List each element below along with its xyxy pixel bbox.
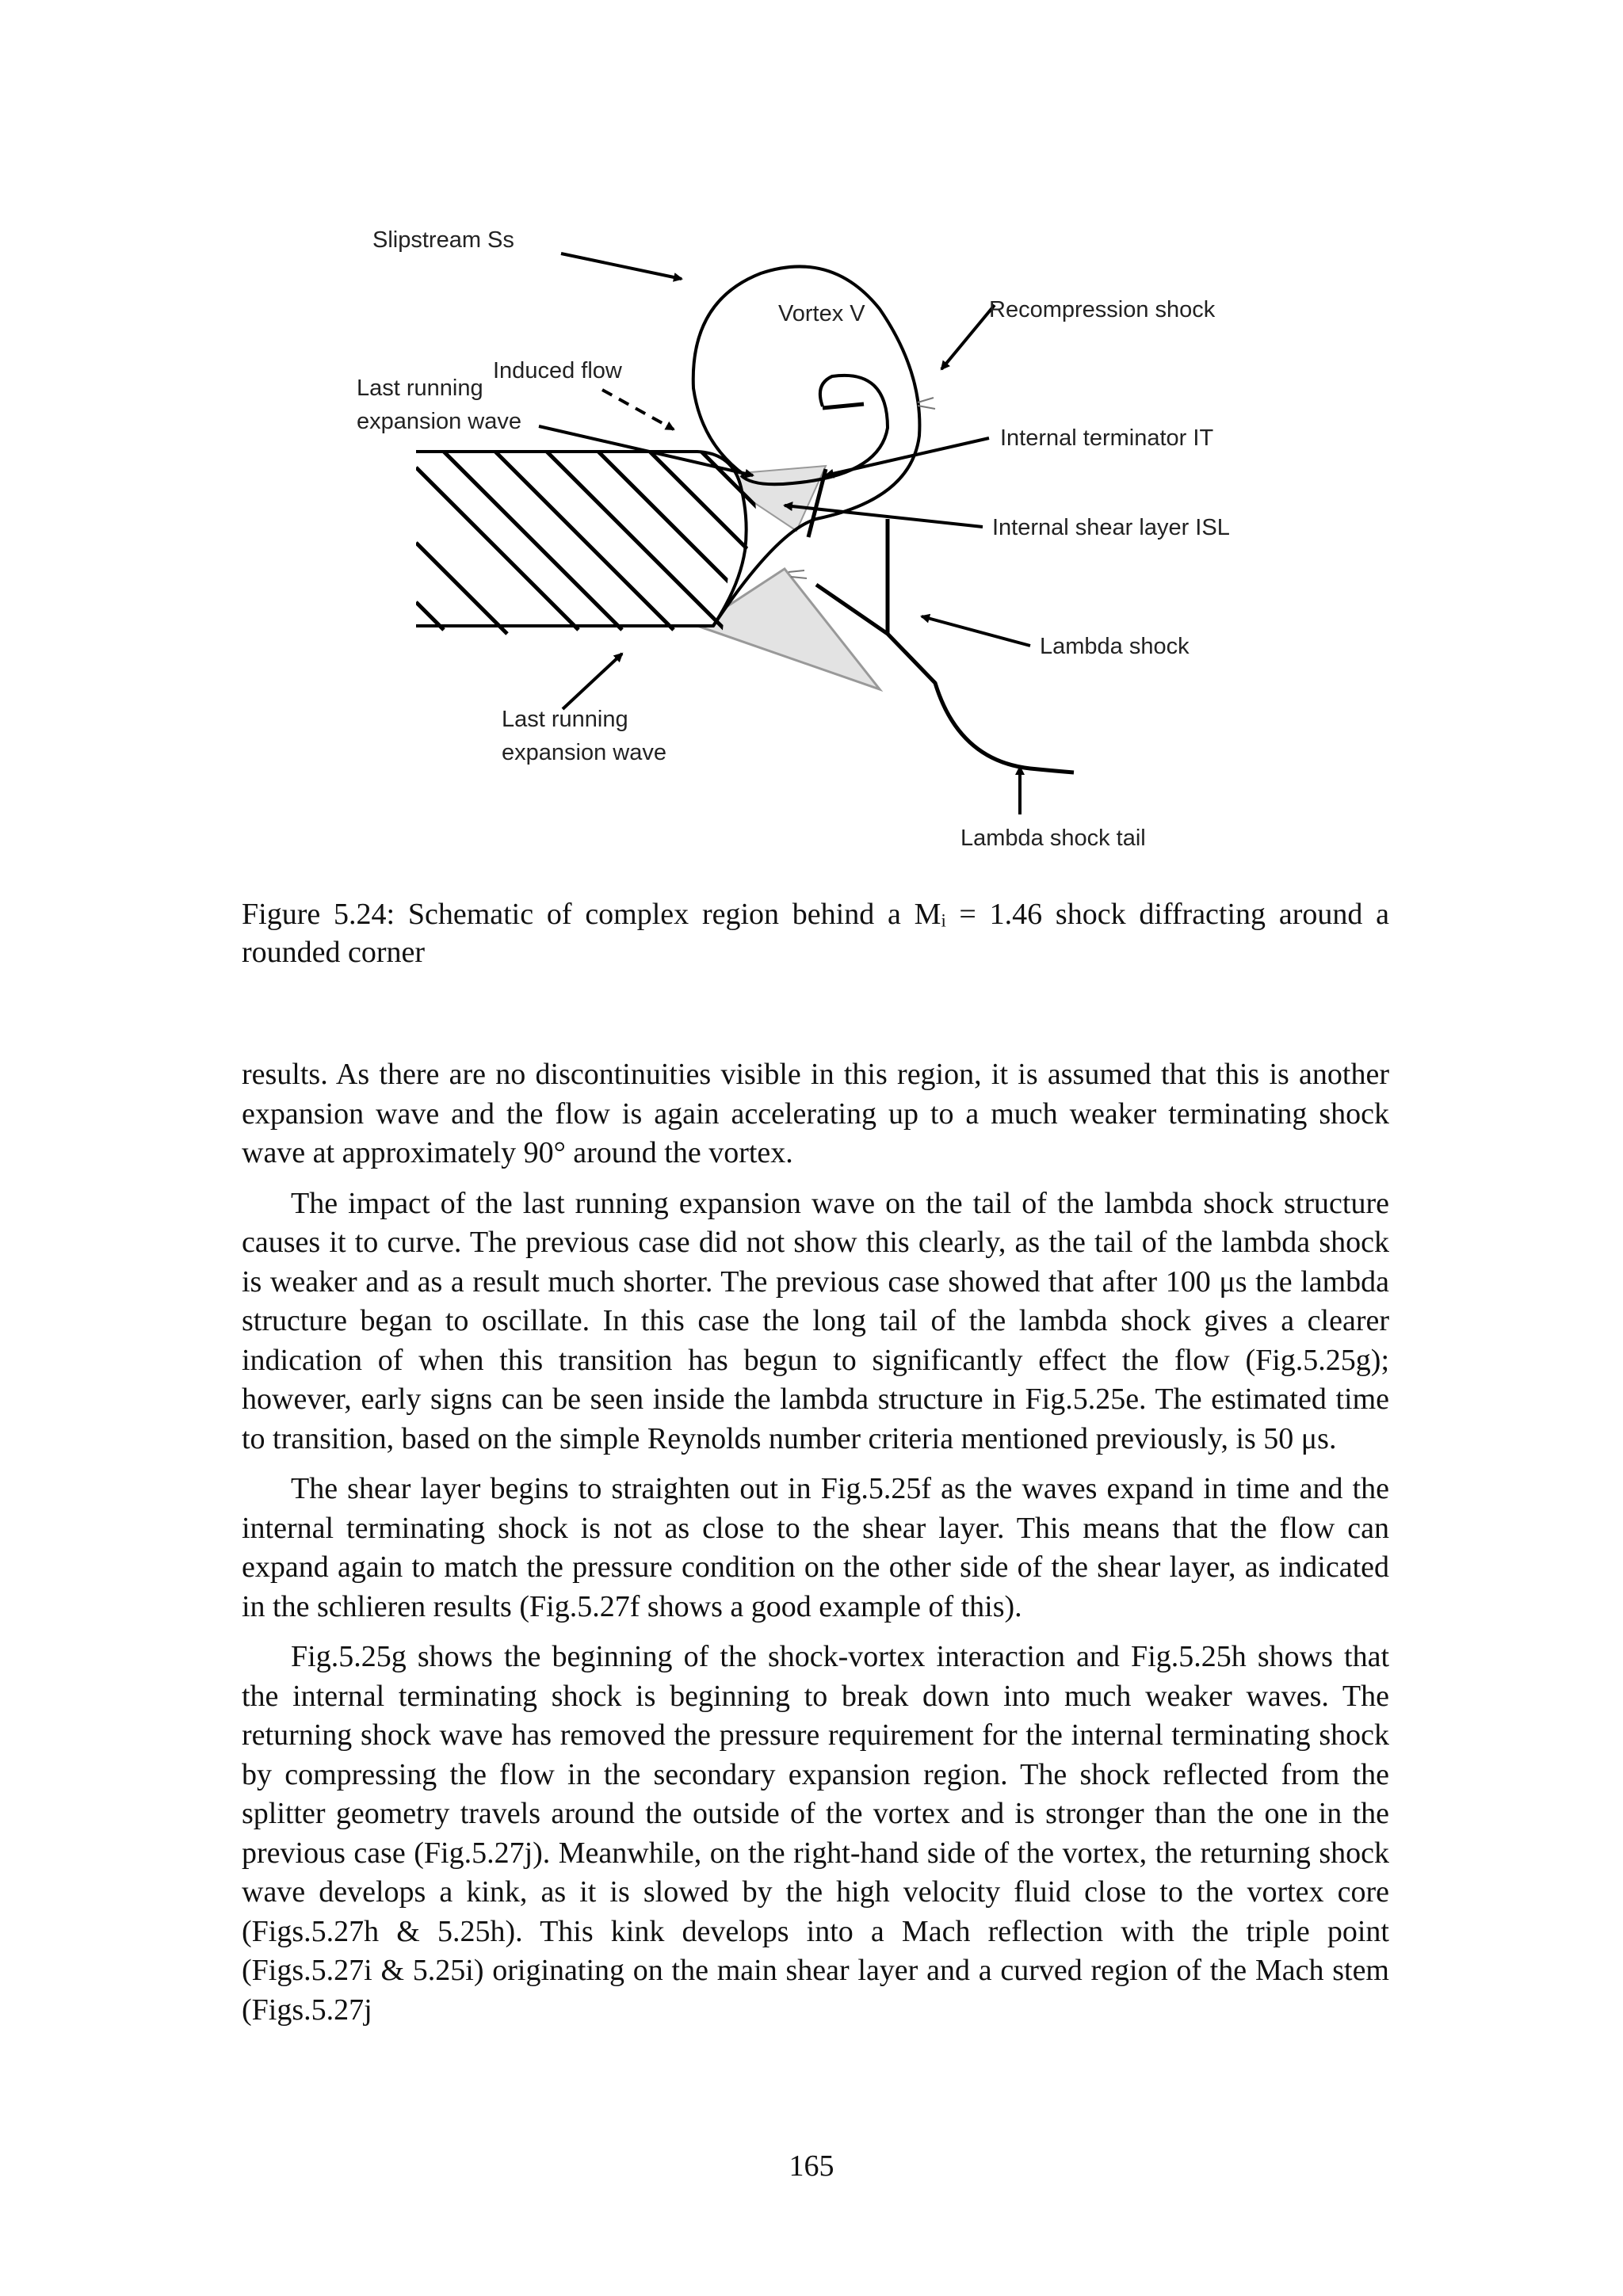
label-last-running-bottom-2: expansion wave — [502, 740, 666, 765]
label-lambda-shock: Lambda shock — [1040, 634, 1190, 659]
lambda-shock — [816, 519, 1074, 772]
label-internal-shear-layer: Internal shear layer ISL — [992, 515, 1230, 540]
label-slipstream: Slipstream Ss — [372, 227, 514, 253]
recompression-shock-line — [823, 404, 864, 408]
slipstream-arrow — [561, 254, 682, 279]
body-text — [242, 1055, 1389, 2041]
label-last-running-top-2: expansion wave — [357, 409, 521, 434]
lambda-shock-arrow — [922, 616, 1030, 646]
induced-flow-arrow — [602, 390, 674, 429]
label-last-running-bottom-1: Last running — [502, 707, 628, 732]
label-induced-flow: Induced flow — [493, 358, 622, 383]
schematic-figure — [341, 214, 1268, 871]
last-running-bottom-arrow — [563, 654, 622, 709]
recompression-arrow — [941, 305, 995, 369]
figure-caption: Figure 5.24: Schematic of complex region behind a Mᵢ = 1.46 shock diffracting around a rounded corner — [242, 898, 1389, 969]
label-lambda-shock-tail: Lambda shock tail — [960, 826, 1146, 851]
page-number: 165 — [789, 2149, 834, 2183]
label-recompression-shock: Recompression shock — [989, 297, 1216, 322]
paragraph: The shear layer begins to straighten out in Fig.5.25f as the waves expand in time and the internal terminating shock is not as close to the shear layer. This means that the flow can expand again to match the pressure condition on the other side of the shear layer, as indicated in the schlieren results (Fig.5.27f shows a good example of this). — [242, 1472, 1389, 1623]
label-last-running-top-1: Last running — [357, 376, 483, 401]
label-vortex: Vortex V — [778, 301, 865, 326]
paragraph: results. As there are no discontinuities visible in this region, it is assumed that this is another expansion wave and the flow is again accelerating up to a much weaker terminating shock wave at approximately 90° around the vortex. — [242, 1058, 1389, 1169]
label-internal-terminator: Internal terminator IT — [1000, 425, 1214, 451]
paragraph: Fig.5.25g shows the beginning of the shock-vortex interaction and Fig.5.25h shows that the internal terminating shock is beginning to break down into much weaker waves. The returning shock wave has removed the pressure requirement for the internal terminating shock by compressing the flow in the secondary expansion region. The shock reflected from the splitter geometry travels around the outside of the vortex and is stronger than the one in the previous case (Fig.5.27j). Meanwhile, on the right-hand side of the vortex, the returning shock wave develops a kink, as it is slowed by the high velocity fluid close to the vortex core (Figs.5.27h & 5.25h). This kink develops into a Mach reflection with the triple point (Figs.5.27i & 5.25i) originating on the main shear layer and a curved region of the Mach stem (Figs.5.27j — [242, 1640, 1389, 2027]
paragraph: The impact of the last running expansion wave on the tail of the lambda shock structure causes it to curve. The previous case did not show this clearly, as the tail of the lambda shock is weaker and as a result much shorter. The previous case showed that after 100 μs the lambda structure began to oscillate. In this case the long tail of the lambda shock gives a clearer indication of when this transition has begun to significantly effect the flow (Fig.5.25g); however, early signs can be seen inside the lambda structure in Fig.5.25e. The estimated time to transition, based on the simple Reynolds number criteria mentioned previously, is 50 μs. — [242, 1186, 1389, 1455]
